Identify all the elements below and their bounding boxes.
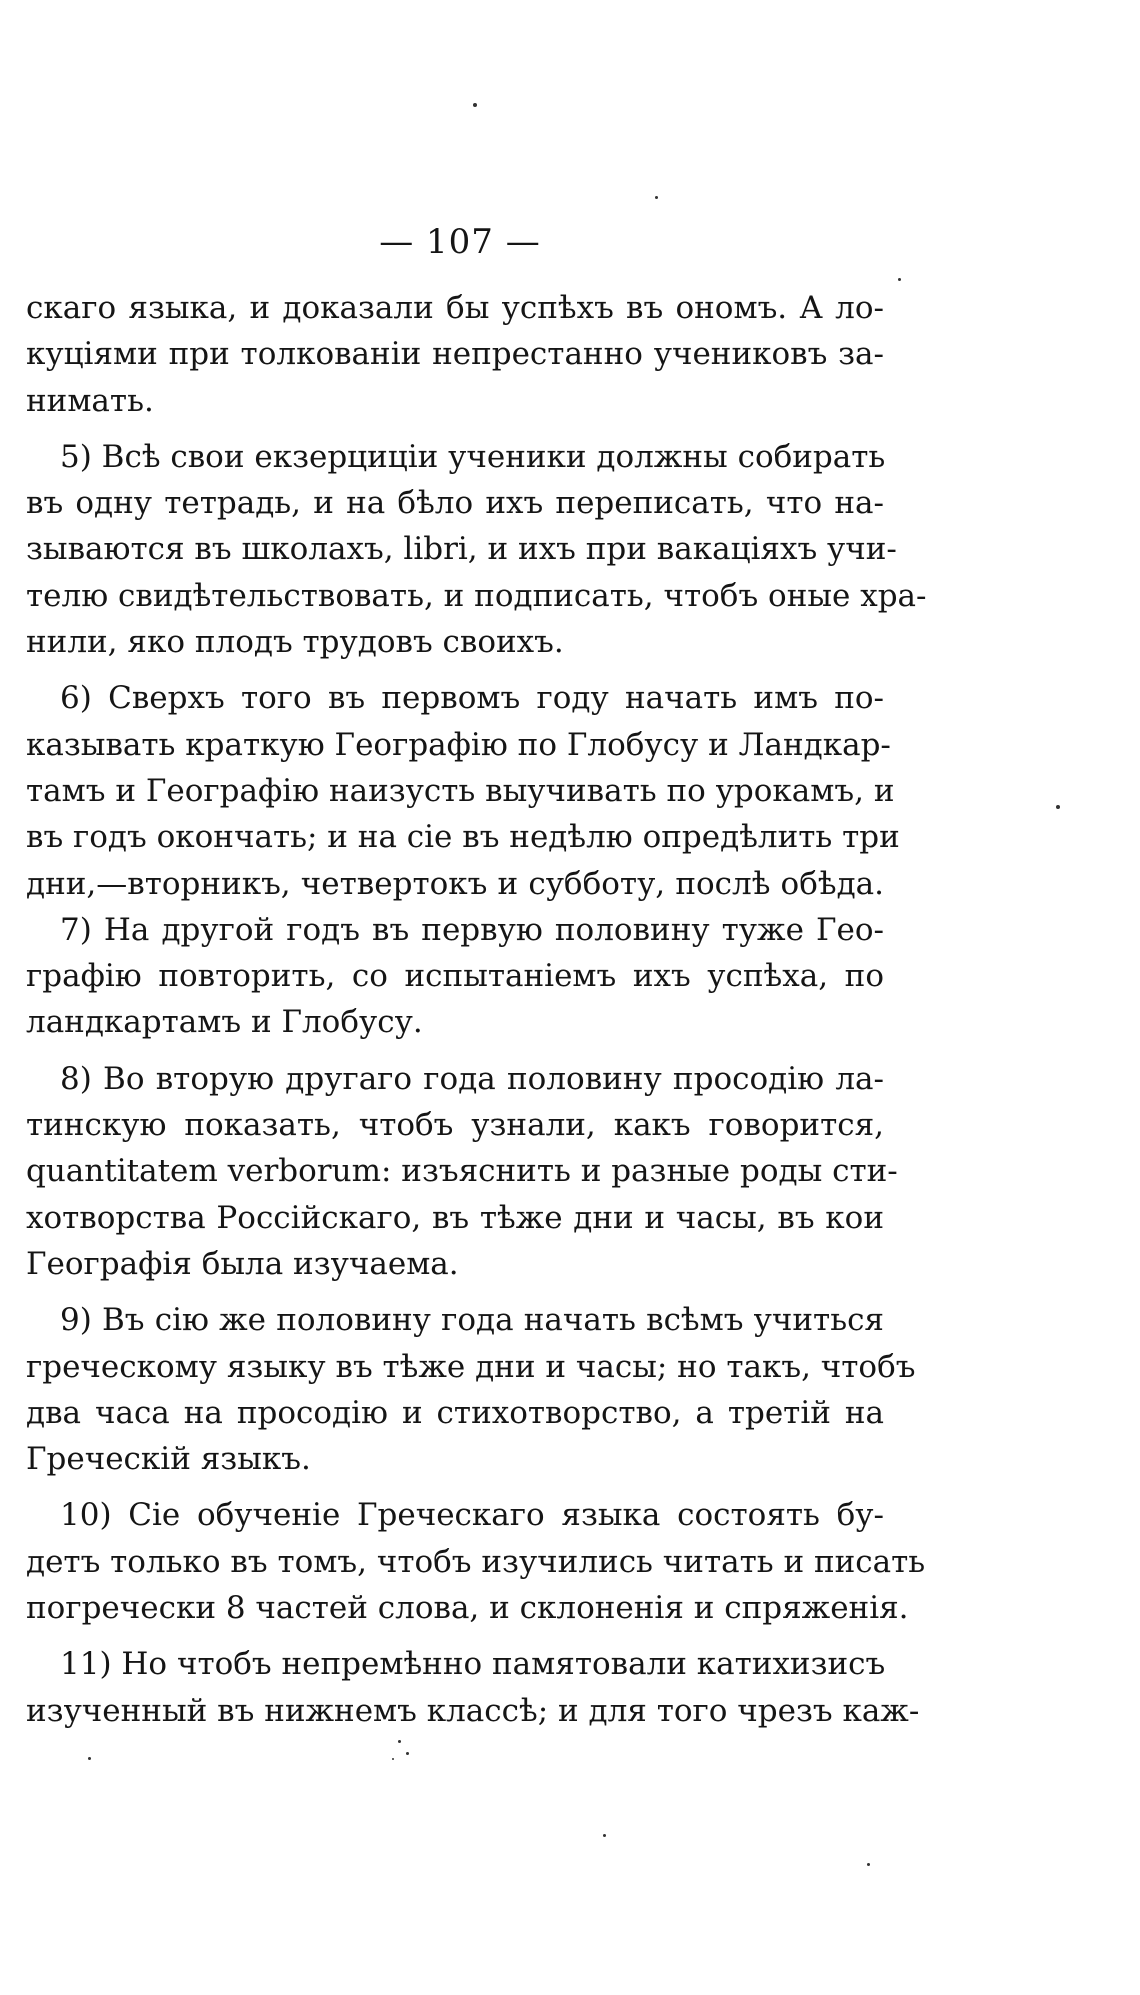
text-line: зываются въ школахъ, libri, и ихъ при вакаціяхъ учи- xyxy=(26,531,897,568)
scan-speck xyxy=(406,1752,409,1755)
text-line: 5) Всѣ свои екзерциціи ученики должны собирать xyxy=(60,438,886,475)
text-line: тамъ и Географію наизусть выучивать по урокамъ, и xyxy=(26,772,895,809)
text-line: изученный въ нижнемъ классѣ; и для того чрезъ каж- xyxy=(26,1692,920,1729)
scan-speck xyxy=(898,278,901,281)
text-line: телю свидѣтельствовать, и подписать, чтобъ оные хра- xyxy=(26,577,927,614)
paragraph-gap xyxy=(26,665,884,675)
text-line: въ одну тетрадь, и на бѣло ихъ переписать, что на- xyxy=(26,485,884,522)
paragraph-gap xyxy=(26,424,884,434)
text-line: погречески 8 частей слова, и склоненія и спряженія. xyxy=(26,1590,909,1627)
text-line: куціями при толкованіи непрестанно учениковъ за- xyxy=(26,336,884,373)
text-line: Географія была изучаема. xyxy=(26,1245,459,1282)
text-line: детъ только въ томъ, чтобъ изучились читать и писать xyxy=(26,1543,926,1580)
text-line: казывать краткую Географію по Глобусу и Ландкар- xyxy=(26,726,891,763)
paragraph xyxy=(26,285,884,424)
text-line: 11) Но чтобъ непремѣнно памятовали катихизисъ xyxy=(60,1646,886,1683)
body-text xyxy=(26,285,927,1734)
text-line: въ годъ окончать; и на сіе въ недѣлю опредѣлить три xyxy=(26,819,900,856)
text-line: тинскую показать, чтобъ узнали, какъ говорится, xyxy=(26,1107,884,1144)
text-line: хотворства Россійскаго, въ тѣже дни и часы, въ кои xyxy=(26,1199,884,1236)
scan-speck xyxy=(603,1834,606,1837)
text-line: дни,—вторникъ, четвертокъ и субботу, послѣ обѣда. xyxy=(26,865,884,902)
scan-speck xyxy=(392,1758,394,1760)
paragraph xyxy=(26,1492,926,1631)
paragraph-gap xyxy=(26,1046,884,1056)
scan-speck xyxy=(398,1740,401,1743)
scan-speck xyxy=(88,1757,91,1760)
text-line: 7) На другой годъ въ первую половину туже Гео- xyxy=(60,911,884,948)
text-line: греческому языку въ тѣже дни и часы; но такъ, чтобъ xyxy=(26,1348,916,1385)
text-line: нимать. xyxy=(26,382,154,419)
paragraph xyxy=(26,1641,920,1734)
paragraph-gap xyxy=(26,1482,884,1492)
scan-speck xyxy=(655,196,658,199)
page-number: — 107 — xyxy=(379,222,541,262)
text-line: графію повторить, со испытаніемъ ихъ успѣха, по xyxy=(26,958,884,995)
paragraph-gap xyxy=(26,1287,884,1297)
text-line: скаго языка, и доказали бы успѣхъ въ ономъ. А ло- xyxy=(26,290,884,326)
scan-speck xyxy=(867,1863,870,1866)
text-line: 10) Сіе обученіе Греческаго языка состоять бу- xyxy=(60,1497,884,1534)
scan-speck xyxy=(1056,805,1060,809)
paragraph-gap xyxy=(26,1631,884,1641)
text-line: 9) Въ сію же половину года начать всѣмъ учиться xyxy=(60,1302,884,1339)
text-line: нили, яко плодъ трудовъ своихъ. xyxy=(26,624,564,661)
text-line: quantitatem verborum: изъяснить и разные роды сти- xyxy=(26,1153,898,1190)
paragraph xyxy=(26,907,884,1046)
paragraph xyxy=(26,1297,916,1482)
text-line: два часа на просодію и стихотворство, а третій на xyxy=(26,1394,884,1431)
text-line: ландкартамъ и Глобусу. xyxy=(26,1004,423,1041)
scan-speck xyxy=(473,103,477,107)
text-line: 8) Во вторую другаго года половину просодію ла- xyxy=(60,1060,884,1097)
paragraph xyxy=(26,434,927,665)
paragraph xyxy=(26,675,900,906)
paragraph xyxy=(26,1056,898,1287)
text-line: 6) Сверхъ того въ первомъ году начать имъ по- xyxy=(60,680,884,717)
text-line: Греческій языкъ. xyxy=(26,1441,311,1478)
